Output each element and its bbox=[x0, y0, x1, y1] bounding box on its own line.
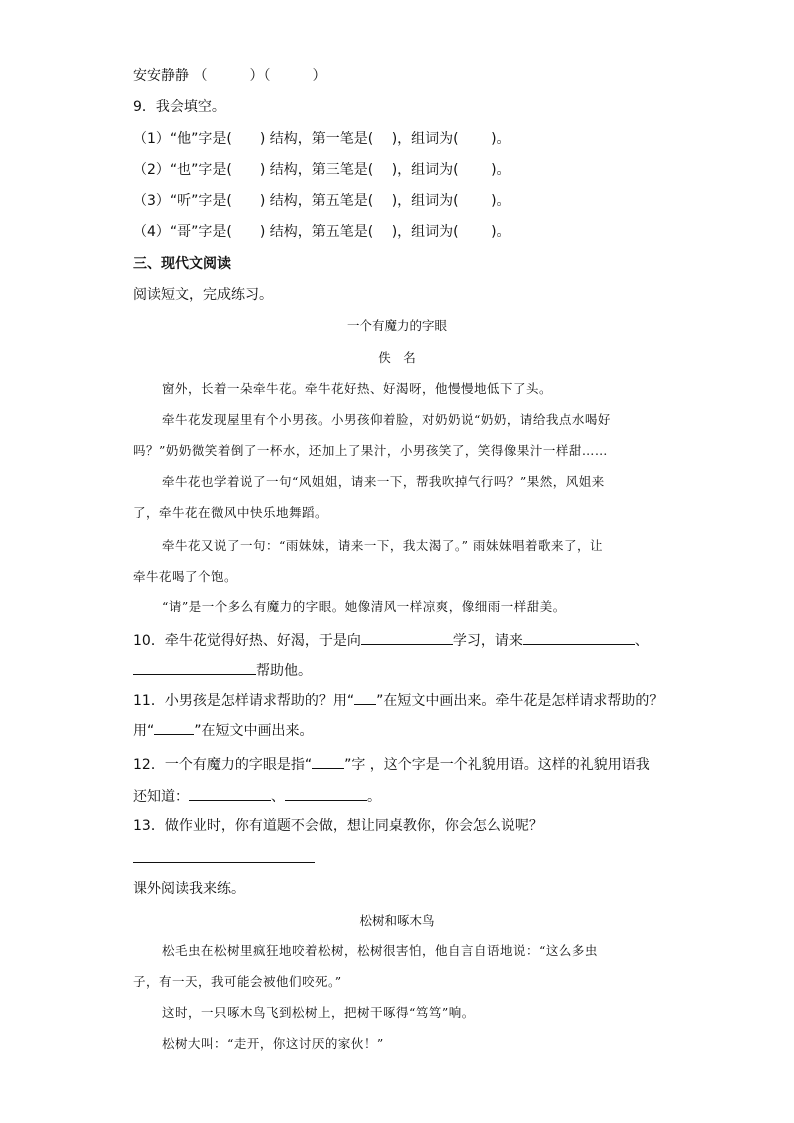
question-11 bbox=[133, 690, 663, 711]
question-9-1: （1）“他”字是( ) 结构，第一笔是( )，组词为( )。 bbox=[133, 131, 511, 147]
story-paragraph: 松毛虫在松树里疯狂地咬着松树，松树很害怕，他自言自语地说：“这么多虫 bbox=[162, 943, 598, 958]
answer-line[interactable] bbox=[133, 862, 315, 863]
answer-blank[interactable] bbox=[154, 720, 194, 735]
question-11-cont bbox=[133, 720, 314, 741]
question-text: 。 bbox=[367, 789, 381, 805]
section-heading: 三、现代文阅读 bbox=[133, 256, 231, 272]
story-paragraph: 吗？”奶奶微笑着倒了一杯水，还加上了果汁，小男孩笑了，笑得像果汁一样甜…… bbox=[133, 443, 608, 458]
story-title: 一个有魔力的字眼 bbox=[346, 318, 447, 333]
instruction: 阅读短文，完成练习。 bbox=[133, 287, 273, 303]
story-paragraph: 子，有一天，我可能会被他们咬死。” bbox=[133, 974, 342, 989]
question-text: 、 bbox=[271, 789, 285, 805]
story-paragraph: 松树大叫：“走开，你这讨厌的家伙！” bbox=[162, 1036, 384, 1051]
story-paragraph: 了，牵牛花在微风中快乐地舞蹈。 bbox=[133, 505, 329, 520]
answer-blank[interactable] bbox=[312, 754, 344, 769]
story-paragraph: 牵牛花又说了一句：“雨妹妹，请来一下，我太渴了。” 雨妹妹唱着歌来了，让 bbox=[162, 538, 604, 553]
story-paragraph: “请”是一个多么有魔力的字眼。她像清风一样凉爽，像细雨一样甜美。 bbox=[162, 599, 566, 614]
question-text: ”在短文中画出来。牵牛花是怎样请求帮助的？ bbox=[376, 693, 664, 709]
story-paragraph: 窗外，长着一朵牵牛花。牵牛花好热、好渴呀，他慢慢地低下了头。 bbox=[162, 381, 553, 396]
answer-blank[interactable] bbox=[285, 786, 367, 801]
question-text: 还知道： bbox=[133, 789, 189, 805]
story-paragraph: 牵牛花喝了个饱。 bbox=[133, 569, 238, 584]
answer-blank[interactable] bbox=[361, 630, 453, 645]
text-line: 安安静静 （ ）（ ） bbox=[133, 68, 327, 84]
question-12 bbox=[133, 754, 650, 775]
question-9: 9．我会填空。 bbox=[133, 99, 226, 115]
answer-blank[interactable] bbox=[354, 690, 376, 705]
story-author: 佚 名 bbox=[378, 350, 416, 365]
answer-blank[interactable] bbox=[523, 630, 635, 645]
question-text: 用“ bbox=[133, 723, 155, 739]
question-text: 学习，请来 bbox=[452, 633, 523, 649]
answer-blank[interactable] bbox=[189, 786, 271, 801]
question-10-cont bbox=[133, 660, 312, 681]
question-text: 、 bbox=[634, 633, 649, 649]
story-paragraph: 牵牛花也学着说了一句“风姐姐，请来一下，帮我吹掉气行吗？”果然，风姐来 bbox=[162, 474, 605, 489]
answer-blank[interactable] bbox=[133, 660, 256, 675]
question-text: ”字 ，这个字是一个礼貌用语。这样的礼貌用语我 bbox=[344, 757, 650, 773]
extra-reading-label: 课外阅读我来练。 bbox=[133, 881, 245, 897]
question-text: 帮助他。 bbox=[256, 663, 312, 679]
question-text: 10．牵牛花觉得好热、好渴，于是向 bbox=[133, 633, 361, 649]
question-text: 11．小男孩是怎样请求帮助的？用“ bbox=[133, 693, 355, 709]
question-9-3: （3）“听”字是( ) 结构，第五笔是( )，组词为( )。 bbox=[133, 193, 511, 209]
question-9-4: （4）“哥”字是( ) 结构，第五笔是( )，组词为( )。 bbox=[133, 224, 511, 240]
question-9-2: （2）“也”字是( ) 结构，第三笔是( )，组词为( )。 bbox=[133, 162, 511, 178]
question-text: ”在短文中画出来。 bbox=[194, 723, 314, 739]
story-paragraph: 牵牛花发现屋里有个小男孩。小男孩仰着脸，对奶奶说“奶奶，请给我点水喝好 bbox=[162, 412, 611, 427]
question-10 bbox=[133, 630, 649, 651]
story-title: 松树和啄木鸟 bbox=[359, 913, 435, 928]
question-13: 13．做作业时，你有道题不会做，想让同桌教你，你会怎么说呢？ bbox=[133, 818, 543, 834]
story-paragraph: 这时，一只啄木鸟飞到松树上，把树干啄得“笃笃”响。 bbox=[162, 1005, 475, 1020]
question-text: 12．一个有魔力的字眼是指“ bbox=[133, 757, 313, 773]
question-12-cont bbox=[133, 786, 381, 807]
